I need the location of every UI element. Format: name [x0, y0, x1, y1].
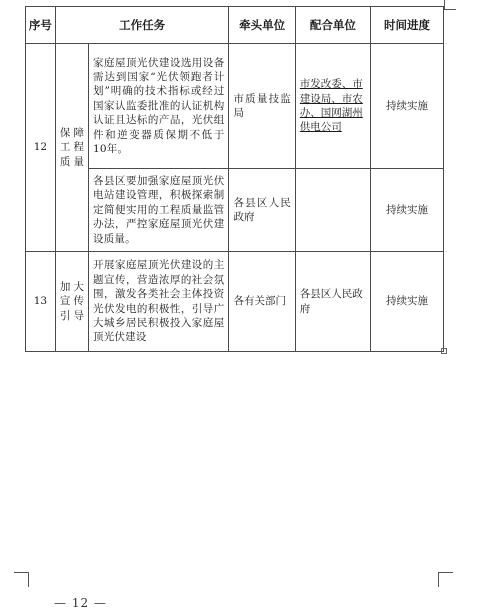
corner-crop-mark: [438, 572, 453, 587]
table-row: [26, 44, 444, 169]
header-task: 工作任务: [55, 7, 229, 44]
schedule: 持续实施: [370, 44, 443, 169]
header-lead: 牵头单位: [229, 7, 295, 44]
row-number: 13: [26, 252, 56, 352]
corner-crop-mark: [14, 572, 29, 587]
task-name: 加大宣传引导: [55, 252, 88, 352]
task-description: 各县区要加强家庭屋顶光伏电站建设管理，积极探索制定简便实用的工程质量监管办法，严控家庭屋顶光伏建设质量。: [89, 169, 229, 252]
work-task-table: [25, 6, 444, 352]
cooperating-units: [295, 44, 370, 169]
lead-unit: 各有关部门: [229, 252, 295, 352]
header-time: 时间进度: [370, 7, 443, 44]
lead-unit: 各县区人民政府: [229, 169, 295, 252]
header-coop: 配合单位: [295, 7, 370, 44]
schedule: 持续实施: [370, 252, 443, 352]
page-number: — 12 —: [54, 596, 107, 610]
task-description: 开展家庭屋顶光伏建设的主题宣传，营造浓厚的社会氛围，激发各类社会主体投资光伏发电的积极性，引导广大城乡居民积极投入家庭屋顶光伏建设: [89, 252, 229, 352]
table-header-row: [26, 7, 444, 44]
table-row: [26, 252, 444, 352]
schedule: 持续实施: [370, 169, 443, 252]
lead-unit: 市质量技监局: [229, 44, 295, 169]
cooperating-units-text: 市发改委、市建设局、市农办、国网湖州供电公司: [299, 78, 363, 134]
header-no: 序号: [26, 7, 56, 44]
task-description: 家庭屋顶光伏建设选用设备需达到国家“光伏领跑者计划”明确的技术指标或经过国家认监委批准的认证机构认证且达标的产品，光伏组件和逆变器质保期不低于10年。: [89, 44, 229, 169]
cooperating-units: [295, 169, 370, 252]
cooperating-units: 各县区人民政府: [295, 252, 370, 352]
table-end-marker: [441, 348, 447, 354]
table-row: [26, 169, 444, 252]
row-number: 12: [26, 44, 56, 252]
task-name: 保障工程质量: [55, 44, 88, 252]
corner-crop-mark: [444, 9, 456, 10]
